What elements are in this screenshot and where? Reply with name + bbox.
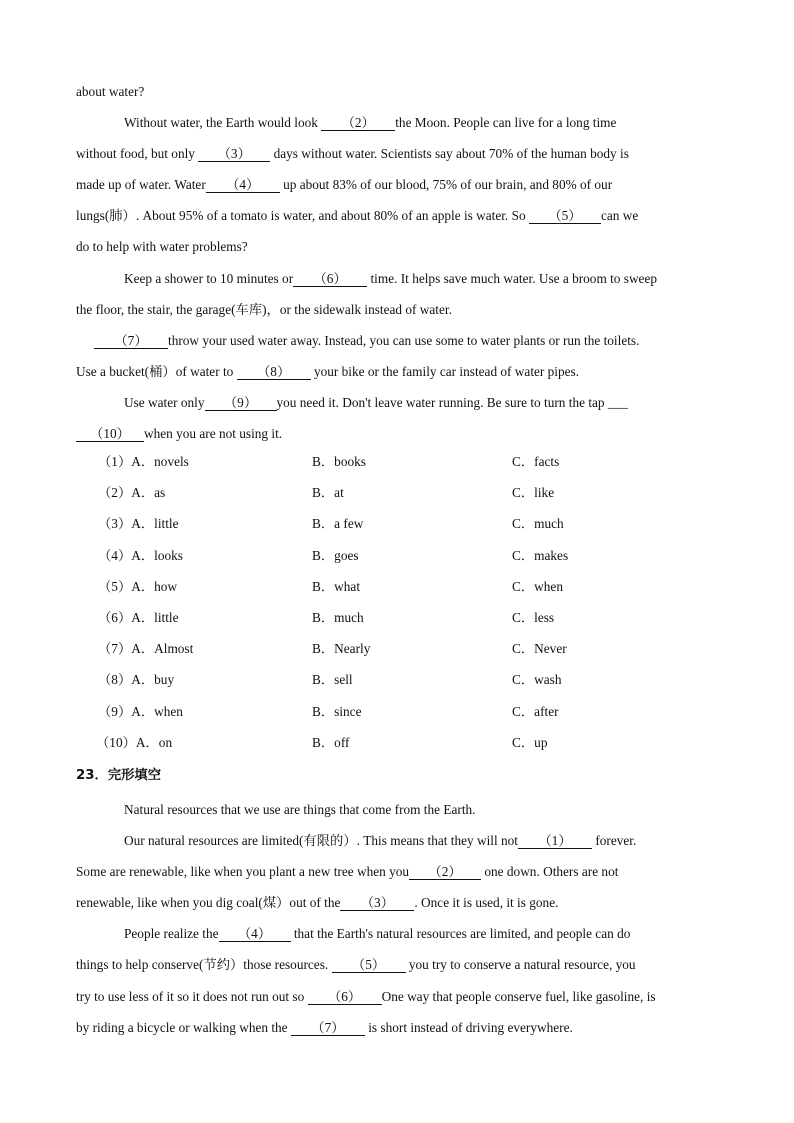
text-line: Natural resources that we use are things that come from the Earth. bbox=[124, 802, 476, 817]
option-c[interactable]: C．makes bbox=[512, 547, 569, 563]
option-b[interactable]: B．at bbox=[312, 485, 344, 501]
option-b[interactable]: B．sell bbox=[312, 672, 353, 688]
passage-water bbox=[76, 76, 718, 449]
text-line: try to use less of it so it does not run out so （6） One way that people conserve fuel, like gasoline, is bbox=[76, 988, 656, 1004]
blank-5[interactable]: （5） bbox=[332, 957, 406, 973]
option-a[interactable]: （9）A．when bbox=[98, 703, 183, 719]
blank-6[interactable]: （6） bbox=[293, 271, 367, 287]
blank-3[interactable]: （3） bbox=[340, 895, 414, 911]
text-line: Use a bucket(桶）of water to （8） your bike or the family car instead of water pipes. bbox=[76, 363, 580, 379]
blank-1[interactable]: （1） bbox=[518, 833, 592, 849]
option-a[interactable]: （6）A．little bbox=[98, 609, 179, 625]
option-a[interactable]: （4）A．looks bbox=[98, 547, 183, 563]
option-b[interactable]: B．Nearly bbox=[312, 641, 371, 657]
option-c[interactable]: C．when bbox=[512, 578, 563, 594]
text-line: by riding a bicycle or walking when the （7） is short instead of driving everywhere. bbox=[76, 1019, 573, 1035]
option-a[interactable]: （8）A．buy bbox=[98, 672, 175, 688]
text-line: People realize the （4） that the Earth's natural resources are limited, and people can do bbox=[124, 926, 631, 942]
option-a[interactable]: （7）A．Almost bbox=[98, 641, 194, 657]
text-line: do to help with water problems? bbox=[76, 239, 248, 255]
text-line: made up of water. Water （4） up about 83% of our blood, 75% of our brain, and 80% of our bbox=[76, 177, 613, 193]
question-number: 23． bbox=[76, 768, 108, 783]
option-b[interactable]: B．a few bbox=[312, 516, 364, 532]
blank-5[interactable]: （5） bbox=[529, 208, 601, 224]
blank-2[interactable]: （2） bbox=[409, 864, 481, 880]
passage-natural-resources bbox=[76, 794, 718, 1043]
text-line: Use water only （9） you need it. Don't leave water running. Be sure to turn the tap ___ bbox=[124, 394, 628, 410]
text-line: lungs(肺）. About 95% of a tomato is water, and about 80% of an apple is water. So （5） can we bbox=[76, 208, 639, 224]
text-line: Our natural resources are limited(有限的）. This means that they will not （1） forever. bbox=[124, 833, 637, 849]
text-line: the floor, the stair, the garage(车库)，or the sidewalk instead of water. bbox=[76, 301, 452, 317]
blank-8[interactable]: （8） bbox=[237, 364, 311, 380]
blank-4[interactable]: （4） bbox=[206, 177, 280, 193]
blank-9[interactable]: （9） bbox=[205, 395, 277, 411]
blank-2[interactable]: （2） bbox=[321, 115, 395, 131]
question-title: 完形填空 bbox=[107, 768, 161, 783]
option-a[interactable]: （3）A．little bbox=[98, 516, 179, 532]
option-b[interactable]: B．since bbox=[312, 703, 362, 719]
option-b[interactable]: B．goes bbox=[312, 547, 359, 563]
blank-7[interactable]: （7） bbox=[291, 1020, 365, 1036]
question-heading bbox=[76, 764, 161, 783]
option-c[interactable]: C．up bbox=[512, 734, 548, 750]
option-a[interactable]: （1）A．novels bbox=[98, 454, 189, 469]
text-line: Some are renewable, like when you plant a new tree when you （2） one down. Others are not bbox=[76, 864, 619, 880]
blank-7[interactable]: （7） bbox=[94, 333, 168, 349]
option-a[interactable]: （5）A．how bbox=[98, 578, 178, 594]
option-c[interactable]: C．wash bbox=[512, 672, 562, 688]
text-line: Keep a shower to 10 minutes or （6） time. It helps save much water. Use a broom to sweep bbox=[124, 270, 658, 286]
option-c[interactable]: C．like bbox=[512, 485, 555, 501]
text-line: renewable, like when you dig coal(煤）out of the （3） . Once it is used, it is gone. bbox=[76, 895, 559, 911]
option-b[interactable]: B．what bbox=[312, 578, 361, 594]
blank-3[interactable]: （3） bbox=[198, 146, 270, 162]
option-b[interactable]: B．books bbox=[312, 454, 366, 469]
option-a[interactable]: （10）A．on bbox=[96, 734, 173, 750]
option-c[interactable]: C．much bbox=[512, 516, 564, 532]
option-c[interactable]: C．less bbox=[512, 609, 555, 625]
text-line: things to help conserve(节约）those resources. （5） you try to conserve a natural resource, you bbox=[76, 957, 636, 973]
option-b[interactable]: B．off bbox=[312, 734, 350, 750]
option-c[interactable]: C．facts bbox=[512, 454, 560, 469]
blank-6[interactable]: （6） bbox=[308, 989, 382, 1005]
text-line: about water? bbox=[76, 84, 145, 99]
text-line: without food, but only （3） days without water. Scientists say about 70% of the human body is bbox=[76, 146, 629, 162]
option-a[interactable]: （2）A．as bbox=[98, 485, 166, 501]
text-line: Without water, the Earth would look （2） the Moon. People can live for a long time bbox=[124, 115, 617, 131]
blank-4[interactable]: （4） bbox=[219, 926, 291, 942]
option-c[interactable]: C．Never bbox=[512, 641, 567, 657]
option-c[interactable]: C．after bbox=[512, 703, 559, 719]
option-b[interactable]: B．much bbox=[312, 609, 364, 625]
text-line: （10） when you are not using it. bbox=[76, 418, 718, 449]
blank-10[interactable]: （10） bbox=[76, 426, 144, 442]
text-line: （7） throw your used water away. Instead, you can use some to water plants or run the toilets. bbox=[76, 325, 718, 356]
